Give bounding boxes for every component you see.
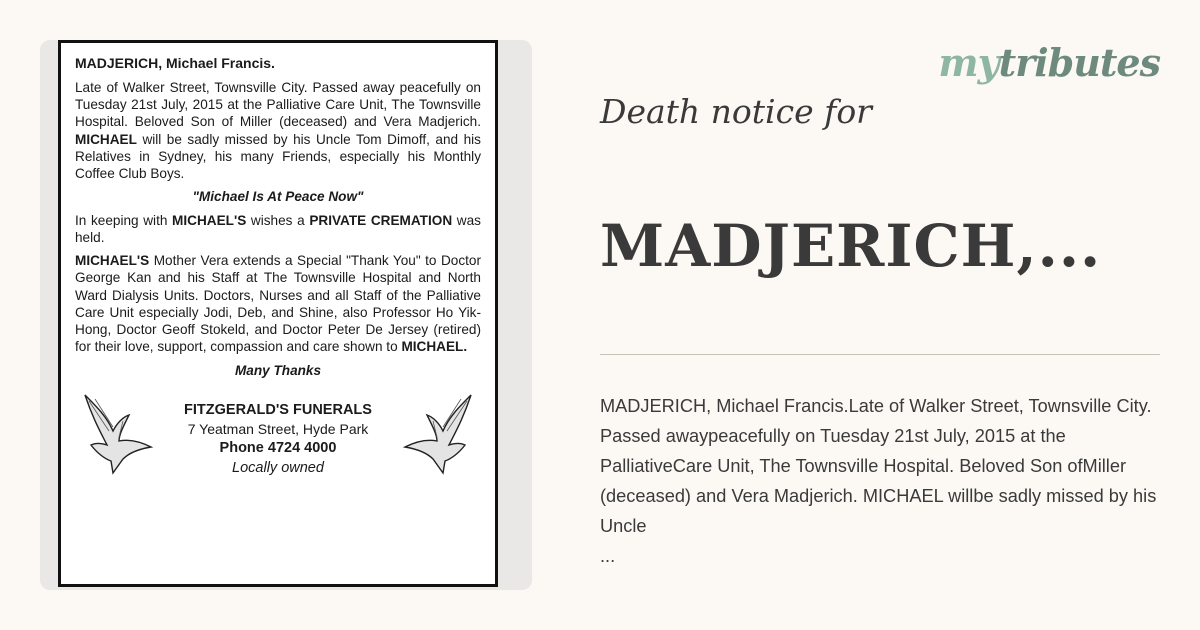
notice-para2-start: In keeping with (75, 212, 168, 228)
notice-thanks: Many Thanks (234, 362, 322, 378)
notice-quote: "Michael Is At Peace Now" (192, 189, 364, 205)
notice-para2-bold1: MICHAEL'S (172, 212, 247, 228)
notice-paragraph-3 (75, 252, 481, 356)
logo-part-my: my (938, 40, 999, 85)
notice-name-line: MADJERICH, Michael Francis. (75, 55, 275, 71)
funeral-home-block (75, 387, 481, 487)
notice-para1-bold: MICHAEL (75, 131, 137, 147)
notice-para2-bold2: PRIVATE CREMATION (309, 212, 453, 228)
notice-para3-text: Mother Vera extends a Special "Thank You" to Doctor George Kan and his Staff at The Townsville Hospital and North Ward Dialysis Units. Doctors, Nurses and all Staff of the Palliative Care Unit especially Jodi, Deb, and Shine, also Professor Ho Yik-Hong, Doctor Geoff Stokeld, and Doctor Peter De Jersey (retired) for their love, support, compassion and care shown to (75, 253, 482, 355)
notice-paragraph-1 (75, 79, 481, 183)
notice-para2-mid: wishes a (250, 212, 305, 228)
newspaper-clipping (58, 40, 498, 587)
funeral-phone: Phone 4724 4000 (219, 440, 337, 457)
excerpt-ellipsis: ... (600, 546, 616, 566)
notice-para1-end: will be sadly missed by his Uncle Tom Dimoff, and his Relatives in Sydney, his many Friends, especially his Monthly Coffee Club Boys. (75, 131, 481, 182)
funeral-address: 7 Yeatman Street, Hyde Park (187, 421, 369, 438)
excerpt-text: MADJERICH, Michael Francis.Late of Walker Street, Townsville City. Passed awaypeacefully on Tuesday 21st July, 2015 at the PalliativeCare Unit, The Townsville Hospital. Beloved Son ofMiller (deceased) and Vera Madjerich. MICHAEL willbe sadly missed by his Uncle (600, 396, 1157, 536)
notice-para3-bold: MICHAEL'S (75, 253, 150, 269)
funeral-owned: Locally owned (232, 459, 324, 476)
death-notice-image (40, 40, 532, 590)
notice-para3-bold-end: MICHAEL. (401, 339, 468, 355)
dove-right-icon (397, 387, 477, 477)
notice-para1-text: Late of Walker Street, Townsville City. Passed away peacefully on Tuesday 21st July, 2015 at the Palliative Care Unit, The Townsville Hospital. Beloved Son of Miller (deceased) and Vera Madjerich. (75, 79, 481, 130)
funeral-name: FITZGERALD'S FUNERALS (184, 401, 372, 418)
page-subtitle: Death notice for (600, 92, 872, 131)
logo-part-tributes: tributes (998, 40, 1160, 85)
deceased-name: MADJERICH,... (600, 212, 1102, 280)
notice-para2-end: was held. (75, 212, 481, 245)
notice-paragraph-2 (75, 212, 481, 247)
divider (600, 354, 1160, 355)
notice-excerpt (600, 391, 1160, 571)
mytributes-logo[interactable] (938, 40, 1160, 85)
